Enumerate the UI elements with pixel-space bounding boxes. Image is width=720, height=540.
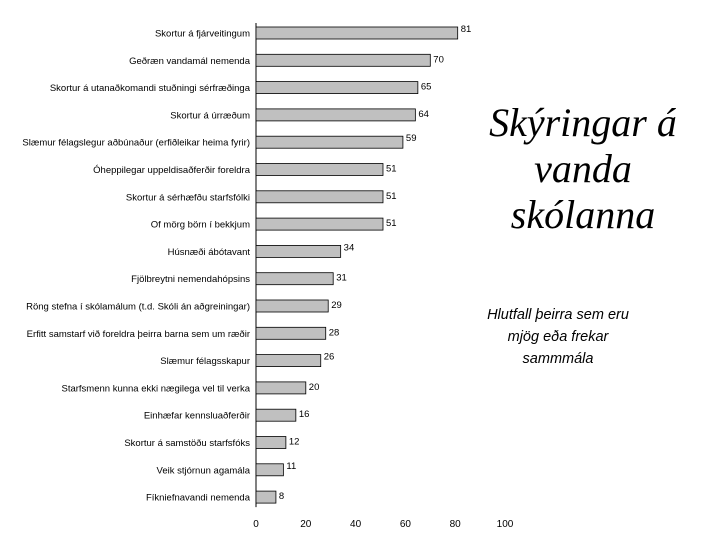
x-tick-label: 0 bbox=[253, 519, 259, 530]
bar bbox=[256, 191, 383, 203]
data-label: 31 bbox=[336, 272, 347, 284]
bar bbox=[256, 355, 321, 367]
x-tick-label: 100 bbox=[496, 519, 514, 530]
category-label: Slæmur félagslegur aðbúnaður (erfiðleikar heima fyrir) bbox=[22, 137, 250, 149]
category-label: Skortur á úrræðum bbox=[170, 110, 250, 122]
category-label: Einhæfar kennsluaðferðir bbox=[143, 410, 250, 422]
data-label: 28 bbox=[328, 327, 340, 339]
data-label: 59 bbox=[405, 133, 417, 145]
bar bbox=[256, 491, 276, 503]
bar bbox=[256, 82, 418, 94]
data-label: 26 bbox=[323, 351, 335, 363]
data-label: 8 bbox=[278, 491, 285, 503]
category-label: Of mörg börn í bekkjum bbox=[150, 219, 250, 231]
category-label: Fjölbreytni nemendahópsins bbox=[131, 274, 250, 286]
category-label: Veik stjórnun agamála bbox=[156, 465, 250, 477]
data-label: 51 bbox=[385, 163, 397, 175]
bar bbox=[256, 109, 415, 121]
bar bbox=[256, 300, 328, 312]
slide-note: Hlutfall þeirra sem eru mjög eða frekar sammmála bbox=[487, 307, 629, 367]
data-label: 51 bbox=[385, 218, 397, 230]
bar bbox=[256, 382, 306, 394]
x-tick-label: 20 bbox=[300, 519, 312, 530]
data-label: 16 bbox=[298, 409, 310, 421]
category-label: Óheppilegar uppeldisaðferðir foreldra bbox=[93, 165, 250, 176]
bar bbox=[256, 327, 326, 339]
category-label: Húsnæði ábótavant bbox=[167, 246, 250, 258]
bar bbox=[256, 245, 341, 257]
bar bbox=[256, 27, 458, 39]
bar bbox=[256, 273, 333, 285]
data-label: 34 bbox=[343, 242, 355, 254]
category-label: Skortur á utanaðkomandi stuðningi sérfræðinga bbox=[49, 83, 250, 95]
data-label: 11 bbox=[286, 460, 297, 472]
bar bbox=[256, 136, 403, 148]
x-tick-label: 80 bbox=[449, 519, 461, 530]
data-label: 64 bbox=[418, 108, 429, 120]
data-label: 65 bbox=[420, 81, 432, 93]
data-label: 12 bbox=[288, 436, 300, 448]
bar bbox=[256, 54, 430, 66]
data-label: 20 bbox=[308, 381, 320, 393]
bar bbox=[256, 164, 383, 176]
category-label: Erfitt samstarf við foreldra þeirra barna sem um ræðir bbox=[26, 328, 250, 340]
data-label: 29 bbox=[331, 300, 342, 311]
category-label: Röng stefna í skólamálum (t.d. Skóli án aðgreiningar) bbox=[26, 301, 250, 313]
category-label: Skortur á sérhæfðu starfsfólki bbox=[125, 192, 250, 204]
category-label: Geðræn vandamál nemenda bbox=[129, 55, 250, 67]
category-label: Fíkniefnavandi nemenda bbox=[145, 492, 250, 504]
bar bbox=[256, 409, 296, 421]
category-label: Skortur á samstöðu starfsfóks bbox=[124, 438, 250, 449]
bar bbox=[256, 218, 383, 230]
category-label: Starfsmenn kunna ekki nægilega vel til verka bbox=[61, 383, 250, 395]
category-label: Slæmur félagsskapur bbox=[160, 356, 250, 368]
bar bbox=[256, 464, 283, 476]
data-label: 51 bbox=[385, 190, 397, 202]
data-label: 81 bbox=[460, 24, 472, 35]
slide-title: Skýringar á vanda skólanna bbox=[489, 100, 677, 237]
bar bbox=[256, 437, 286, 449]
x-tick-label: 40 bbox=[350, 519, 362, 530]
category-label: Skortur á fjárveitingum bbox=[154, 28, 250, 40]
x-tick-label: 60 bbox=[399, 519, 411, 530]
data-label: 70 bbox=[433, 54, 444, 66]
